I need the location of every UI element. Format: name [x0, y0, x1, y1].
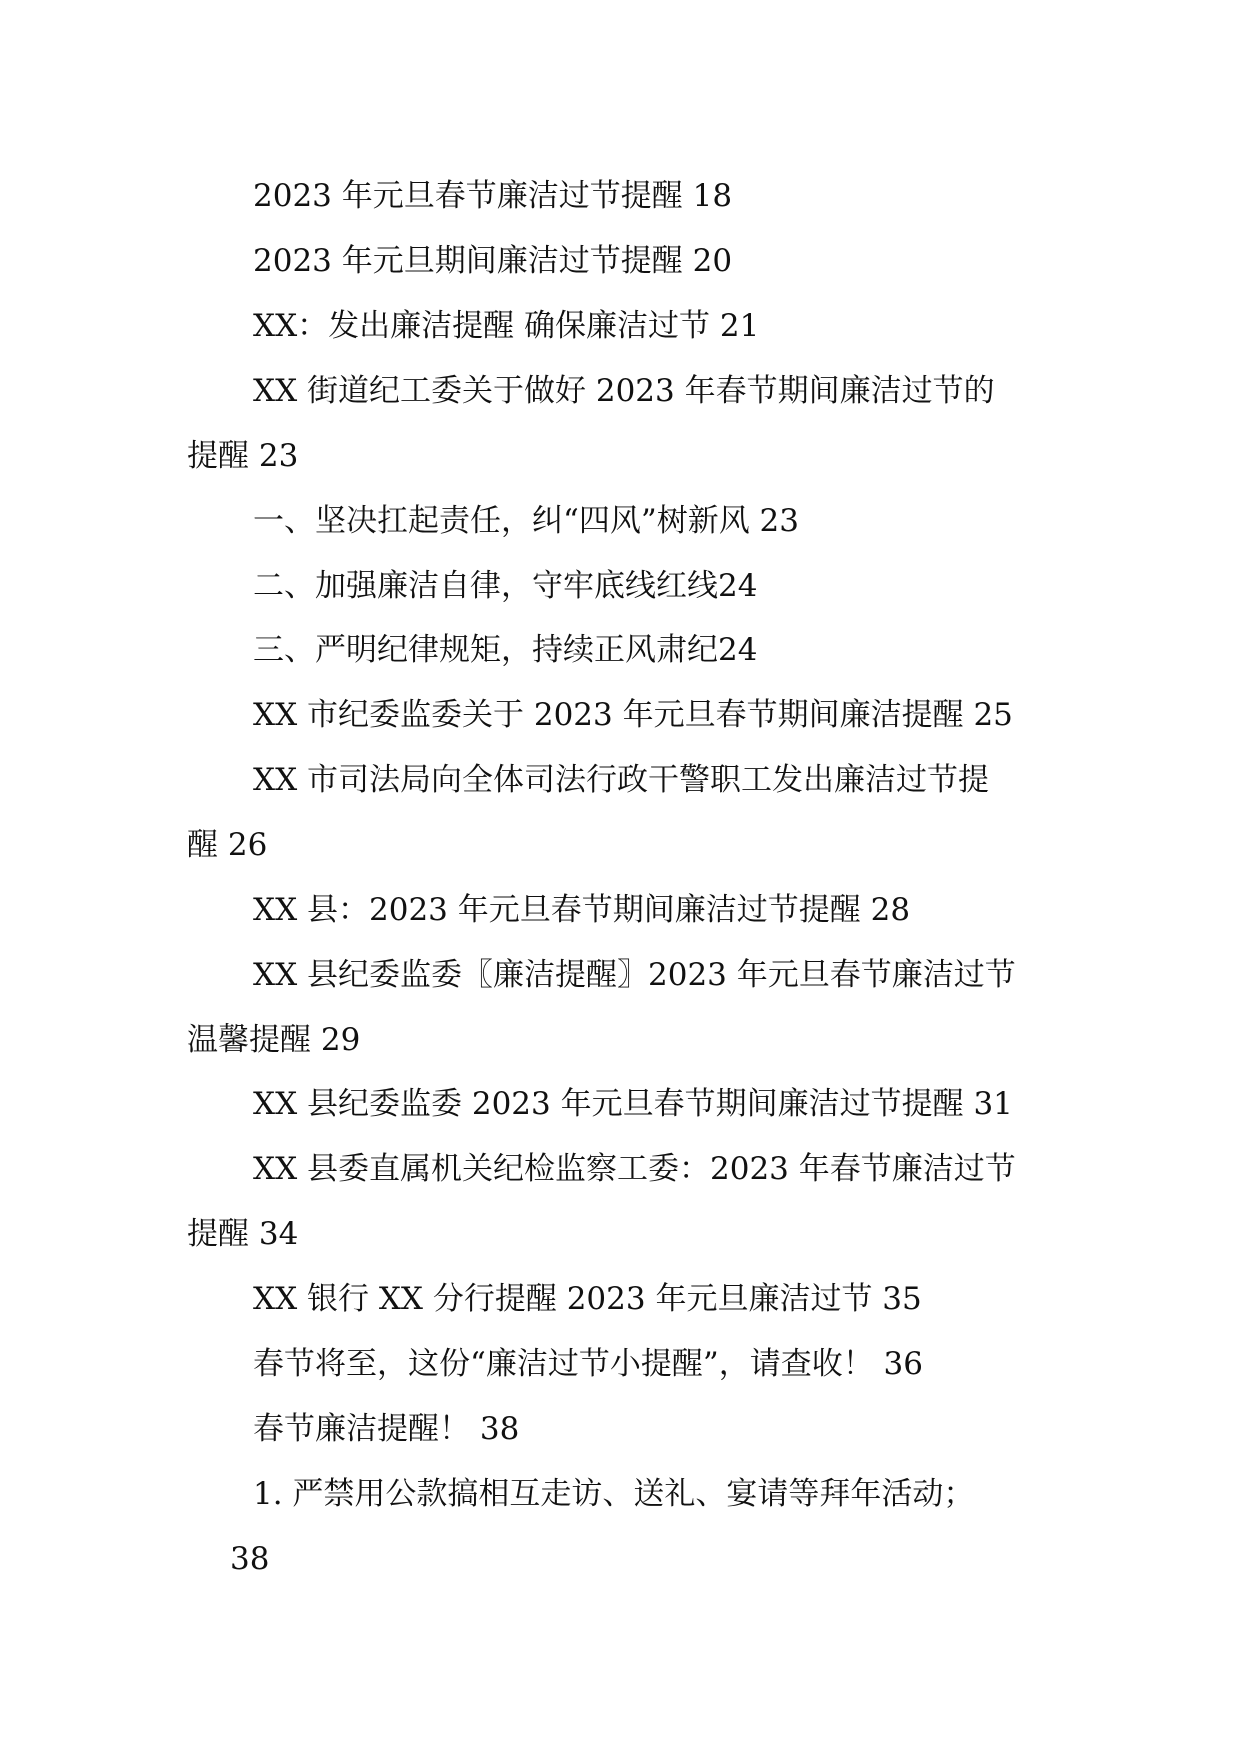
- toc-line: 1. 严禁用公款搞相互走访、送礼、宴请等拜年活动；: [253, 1476, 975, 1512]
- toc-line-continuation: 提醒 34: [187, 1216, 299, 1252]
- toc-line: XX：发出廉洁提醒 确保廉洁过节 21: [253, 308, 760, 344]
- toc-line: XX 县委直属机关纪检监察工委：2023 年春节廉洁过节: [253, 1151, 1016, 1187]
- toc-line: 三、严明纪律规矩，持续正风肃纪24: [253, 632, 758, 668]
- toc-line-continuation: 提醒 23: [187, 438, 299, 474]
- toc-line-continuation: 醒 26: [187, 827, 268, 863]
- toc-line-continuation: 38: [230, 1541, 270, 1577]
- toc-line: XX 街道纪工委关于做好 2023 年春节期间廉洁过节的: [253, 373, 995, 409]
- toc-line: 2023 年元旦春节廉洁过节提醒 18: [253, 178, 733, 214]
- toc-line: XX 市纪委监委关于 2023 年元旦春节期间廉洁提醒 25: [253, 697, 1013, 733]
- toc-line: XX 市司法局向全体司法行政干警职工发出廉洁过节提: [253, 762, 989, 798]
- toc-line: 春节廉洁提醒！ 38: [253, 1411, 520, 1447]
- toc-line: 春节将至，这份“廉洁过节小提醒”，请查收！ 36: [253, 1346, 923, 1382]
- toc-line: XX 县纪委监委 2023 年元旦春节期间廉洁过节提醒 31: [253, 1086, 1013, 1122]
- toc-line: 一、坚决扛起责任，纠“四风”树新风 23: [253, 503, 799, 539]
- toc-line: 二、加强廉洁自律，守牢底线红线24: [253, 568, 758, 604]
- toc-line: 2023 年元旦期间廉洁过节提醒 20: [253, 243, 733, 279]
- toc-line-continuation: 温馨提醒 29: [187, 1022, 361, 1058]
- toc-line: XX 县纪委监委〖廉洁提醒〗2023 年元旦春节廉洁过节: [253, 957, 1016, 993]
- toc-line: XX 银行 XX 分行提醒 2023 年元旦廉洁过节 35: [253, 1281, 922, 1317]
- toc-line: XX 县：2023 年元旦春节期间廉洁过节提醒 28: [253, 892, 911, 928]
